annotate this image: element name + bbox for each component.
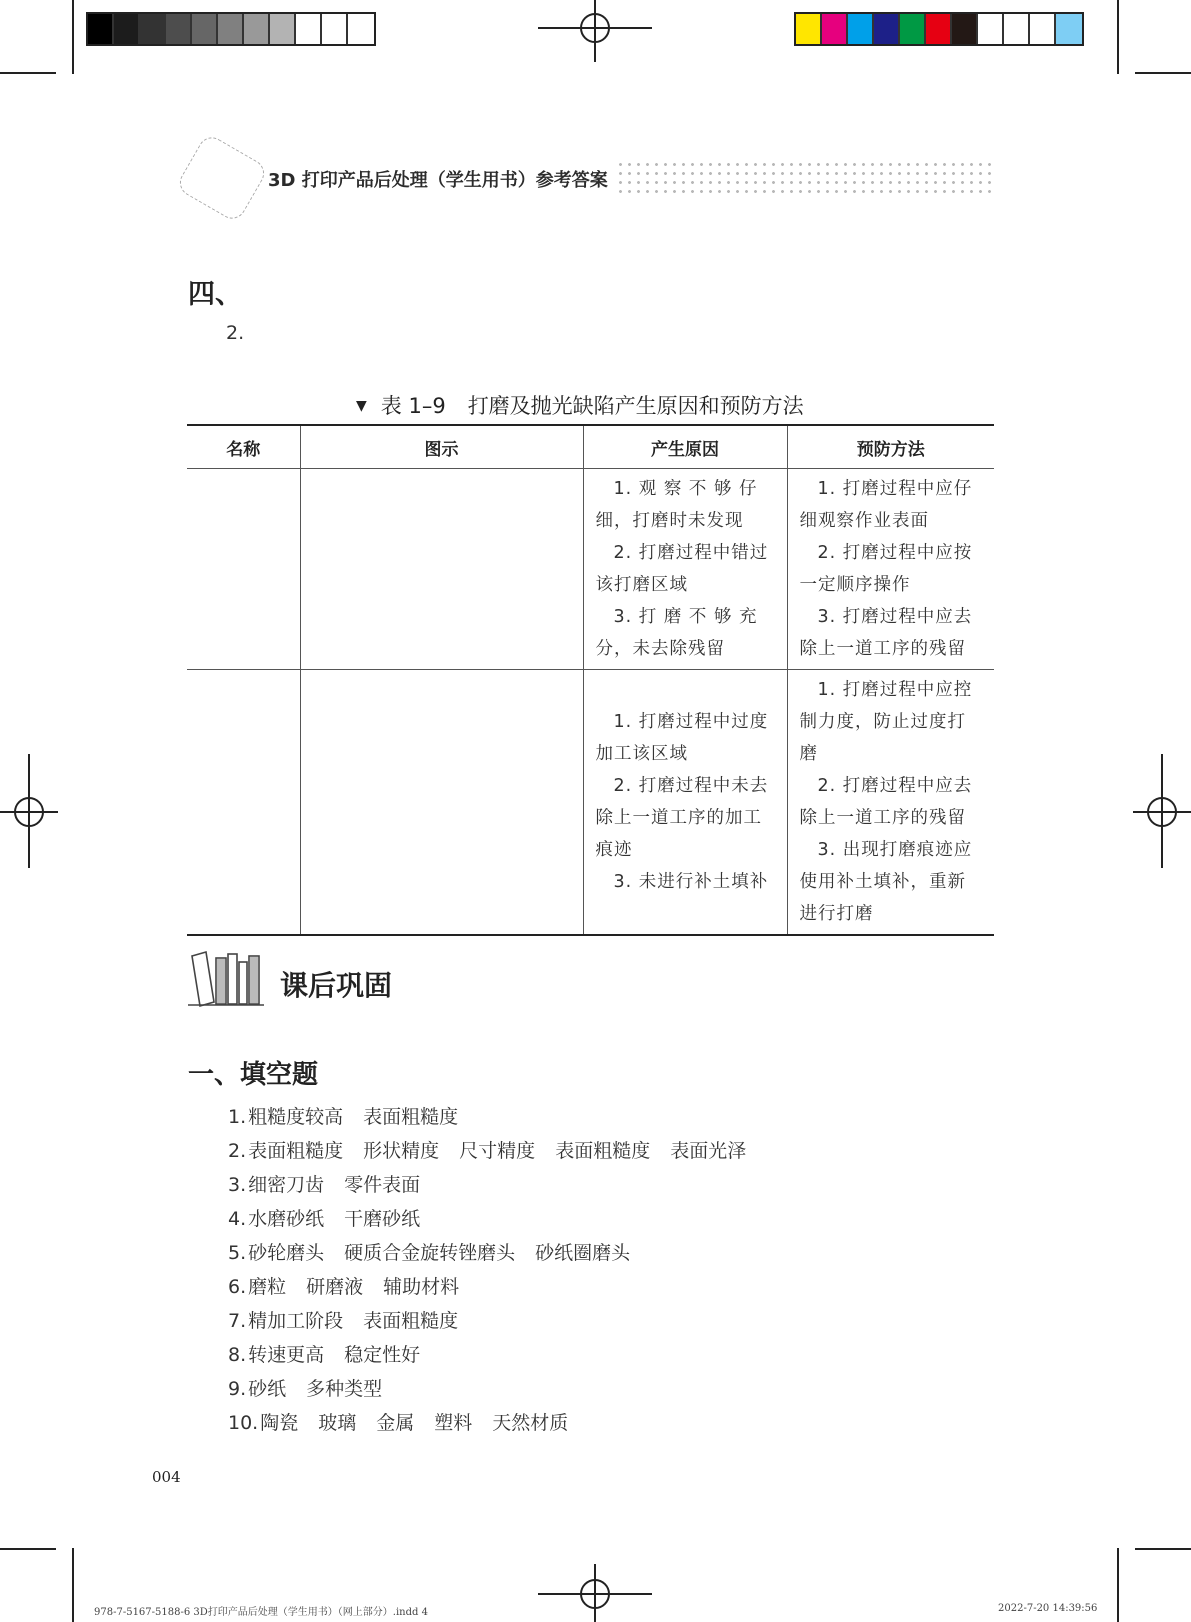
answer-list [228, 1100, 766, 1440]
answer-item [228, 1406, 766, 1440]
answer-value: 辅助材料 [383, 1276, 460, 1298]
answer-number: 9. [228, 1378, 247, 1400]
answer-number: 1. [228, 1106, 247, 1128]
print-slug-filename: 978-7-5167-5188-6 3D打印产品后处理（学生用书）（网上部分）.indd 4 [94, 1607, 428, 1618]
answer-value: 细密刀齿 [248, 1174, 325, 1196]
answer-item [228, 1202, 766, 1236]
table-header-row [187, 425, 994, 469]
section-four-label: 四、 [188, 279, 242, 310]
answer-value: 砂轮磨头 [248, 1242, 325, 1264]
table-number: 表 1–9 [380, 394, 446, 418]
column-header-name: 名称 [187, 425, 300, 469]
crop-mark [72, 1548, 74, 1622]
column-header-prevention: 预防方法 [787, 425, 994, 469]
books-icon [186, 950, 266, 1008]
color-swatch [270, 14, 296, 44]
prevention-cell [787, 469, 994, 670]
color-swatch [978, 14, 1004, 44]
color-swatch [796, 14, 822, 44]
prevention-item: 1. 打磨过程中应仔细观察作业表面 [799, 479, 973, 531]
color-swatch [1004, 14, 1030, 44]
color-swatch [192, 14, 218, 44]
causes-cell [583, 469, 787, 670]
crop-mark [1117, 0, 1119, 74]
answer-value: 多种类型 [306, 1378, 383, 1400]
column-header-figure: 图示 [300, 425, 583, 469]
answer-value: 表面粗糙度 [248, 1140, 344, 1162]
answer-item [228, 1270, 766, 1304]
answer-value: 砂纸 [248, 1378, 287, 1400]
answer-item [228, 1338, 766, 1372]
prevention-item: 3. 打磨过程中应去除上一道工序的残留 [799, 607, 973, 659]
cause-item: 3. 未进行补土填补 [613, 872, 769, 892]
color-swatch [1030, 14, 1056, 44]
answer-value: 陶瓷 [260, 1412, 299, 1434]
page-number: 004 [152, 1468, 181, 1486]
cause-item: 2. 打磨过程中错过该打磨区域 [595, 543, 769, 595]
color-swatch [140, 14, 166, 44]
answer-number: 2. [228, 1140, 247, 1162]
answer-number: 3. [228, 1174, 247, 1196]
cause-item: 2. 打磨过程中未去除上一道工序的加工痕迹 [595, 776, 769, 860]
cause-item: 1. 观 察 不 够 仔 细，打磨时未发现 [595, 479, 758, 531]
answer-value: 水磨砂纸 [248, 1208, 325, 1230]
table-title: 打磨及抛光缺陷产生原因和预防方法 [467, 394, 804, 418]
registration-line [594, 1564, 596, 1622]
column-header-causes: 产生原因 [583, 425, 787, 469]
color-swatch [848, 14, 874, 44]
answer-number: 6. [228, 1276, 247, 1298]
crop-mark [0, 1548, 56, 1550]
prevention-item: 3. 出现打磨痕迹应使用补土填补，重新进行打磨 [799, 840, 973, 924]
answer-value: 表面粗糙度 [363, 1106, 459, 1128]
causes-cell [583, 670, 787, 936]
color-swatch [114, 14, 140, 44]
color-swatch [900, 14, 926, 44]
table-row [187, 670, 994, 936]
answer-item [228, 1100, 766, 1134]
answer-value: 塑料 [434, 1412, 473, 1434]
answer-item [228, 1168, 766, 1202]
crop-mark [72, 0, 74, 74]
answer-value: 形状精度 [363, 1140, 440, 1162]
figure-cell [300, 670, 583, 936]
color-swatch [166, 14, 192, 44]
color-swatch [1056, 14, 1082, 44]
table-caption [356, 390, 804, 420]
crop-mark [0, 72, 56, 74]
crop-mark [1117, 1548, 1119, 1622]
prevention-item: 2. 打磨过程中应去除上一道工序的残留 [799, 776, 973, 828]
answer-item [228, 1236, 766, 1270]
answer-value: 粗糙度较高 [248, 1106, 344, 1128]
print-slug-date: 2022-7-20 14:39:56 [998, 1603, 1098, 1614]
crop-mark [1135, 1548, 1191, 1550]
prevention-item: 1. 打磨过程中应控制力度，防止过度打磨 [799, 680, 973, 764]
answer-item [228, 1304, 766, 1338]
answer-value: 金属 [376, 1412, 415, 1434]
name-cell [187, 469, 300, 670]
answer-value: 硬质合金旋转锉磨头 [344, 1242, 516, 1264]
registration-line [594, 0, 596, 62]
defects-table [187, 424, 994, 936]
color-swatch [952, 14, 978, 44]
crop-mark [1135, 72, 1191, 74]
cause-item: 1. 打磨过程中过度加工该区域 [595, 712, 769, 764]
registration-line [28, 754, 30, 868]
fill-in-blank-heading: 一、填空题 [188, 1060, 319, 1090]
color-calibration-bar [794, 12, 1084, 46]
prevention-item: 2. 打磨过程中应按一定顺序操作 [799, 543, 973, 595]
answer-value: 磨粒 [248, 1276, 287, 1298]
answer-value: 表面光泽 [670, 1140, 747, 1162]
figure-cell [300, 469, 583, 670]
question-number: 2. [226, 322, 245, 344]
answer-value: 尺寸精度 [459, 1140, 536, 1162]
table-row [187, 469, 994, 670]
answer-item [228, 1134, 766, 1168]
answer-value: 稳定性好 [344, 1344, 421, 1366]
answer-value: 表面粗糙度 [363, 1310, 459, 1332]
color-swatch [822, 14, 848, 44]
answer-value: 零件表面 [344, 1174, 421, 1196]
answer-number: 8. [228, 1344, 247, 1366]
prevention-cell [787, 670, 994, 936]
color-swatch [218, 14, 244, 44]
color-swatch [874, 14, 900, 44]
color-swatch [926, 14, 952, 44]
answer-value: 研磨液 [306, 1276, 364, 1298]
color-swatch [322, 14, 348, 44]
color-swatch [348, 14, 374, 44]
name-cell [187, 670, 300, 936]
answer-value: 天然材质 [492, 1412, 569, 1434]
answer-value: 砂纸圈磨头 [535, 1242, 631, 1264]
color-swatch [244, 14, 270, 44]
registration-line [1161, 754, 1163, 868]
after-class-heading: 课后巩固 [280, 969, 393, 1002]
answer-value: 干磨砂纸 [344, 1208, 421, 1230]
answer-value: 精加工阶段 [248, 1310, 344, 1332]
cause-item: 3. 打 磨 不 够 充 分，未去除残留 [595, 607, 758, 659]
answer-value: 玻璃 [318, 1412, 357, 1434]
gray-calibration-bar [86, 12, 376, 46]
header-dotted-ornament [616, 160, 992, 194]
answer-value: 表面粗糙度 [555, 1140, 651, 1162]
header-hexagon-ornament [175, 132, 269, 223]
color-swatch [88, 14, 114, 44]
answer-number: 7. [228, 1310, 247, 1332]
answer-item [228, 1372, 766, 1406]
answer-value: 转速更高 [248, 1344, 325, 1366]
color-swatch [296, 14, 322, 44]
answer-number: 4. [228, 1208, 247, 1230]
answer-number: 10. [228, 1412, 259, 1434]
caption-triangle-icon: ▼ [356, 398, 367, 414]
answer-number: 5. [228, 1242, 247, 1264]
running-header-title: 3D 打印产品后处理（学生用书）参考答案 [268, 170, 608, 191]
